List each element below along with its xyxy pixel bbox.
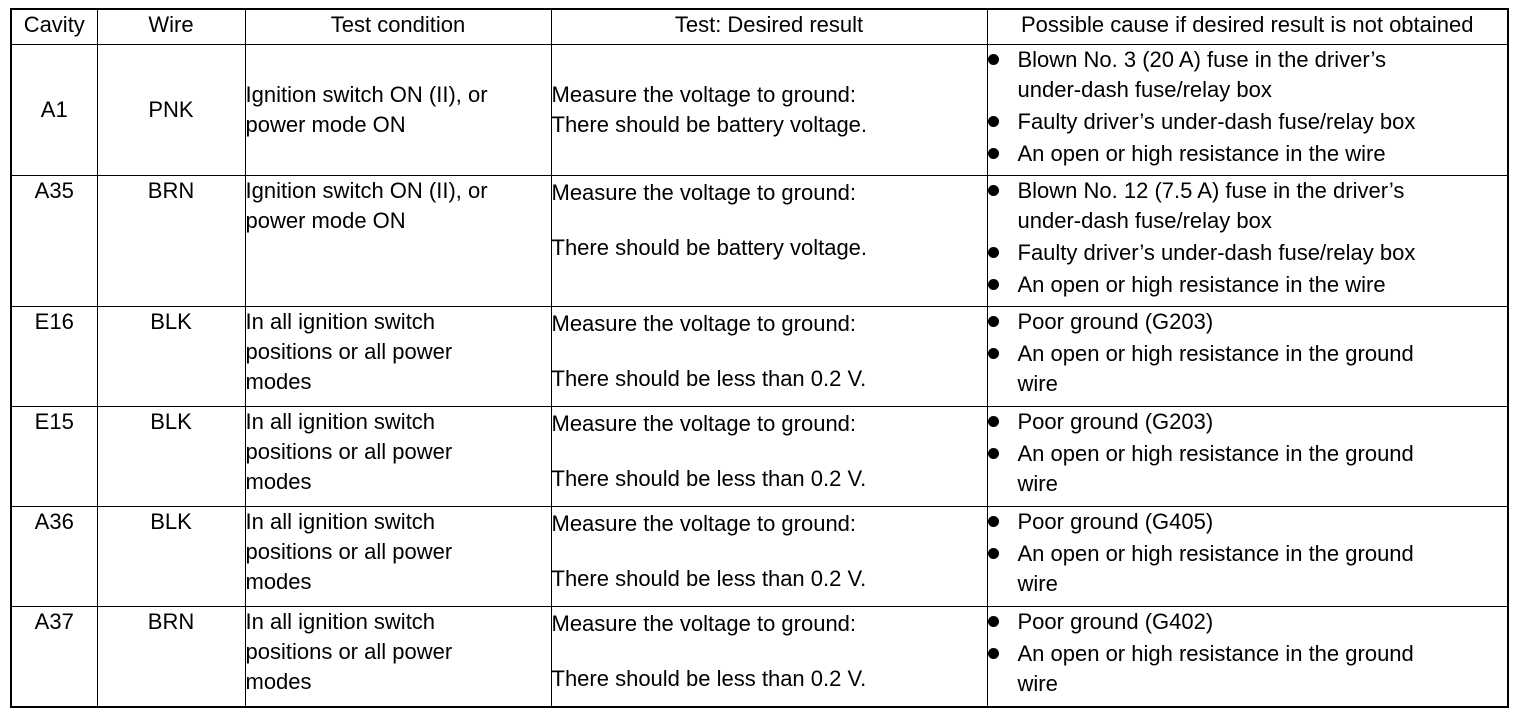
result-line: There should be less than 0.2 V. [551, 566, 867, 591]
cavity-cell: E15 [11, 407, 97, 507]
desired-result-cell [551, 176, 987, 307]
result-line: Measure the voltage to ground: [551, 180, 857, 205]
bullet-icon [988, 416, 999, 427]
test-condition-cell [245, 176, 551, 307]
condition-line: Ignition switch ON (II), or [245, 82, 488, 107]
result-line: There should be battery voltage. [551, 235, 868, 260]
result-line: There should be battery voltage. [551, 112, 868, 137]
cause-item: Poor ground (G402) [988, 607, 1508, 637]
result-line: Measure the voltage to ground: [551, 611, 857, 636]
wire-cell: BLK [97, 407, 245, 507]
table-row [11, 45, 1508, 176]
condition-line: power mode ON [245, 112, 406, 137]
table-header-row [11, 9, 1508, 45]
cause-item: Poor ground (G405) [988, 507, 1508, 537]
test-condition-cell [245, 407, 551, 507]
bullet-icon [988, 279, 999, 290]
cavity-cell: A35 [11, 176, 97, 307]
table-row [11, 507, 1508, 607]
result-line: There should be less than 0.2 V. [551, 466, 867, 491]
possible-cause-cell [987, 307, 1508, 407]
cause-list [988, 45, 1508, 169]
condition-line: positions or all power [245, 339, 453, 364]
bullet-icon [988, 316, 999, 327]
cause-item: Blown No. 3 (20 A) fuse in the driver’s under-dash fuse/relay box [988, 45, 1508, 105]
bullet-icon [988, 116, 999, 127]
condition-line: positions or all power [245, 539, 453, 564]
test-condition-cell [245, 607, 551, 707]
cause-list [988, 507, 1508, 599]
cause-item: An open or high resistance in the ground wire [988, 339, 1508, 399]
desired-result-cell [551, 507, 987, 607]
condition-line: positions or all power [245, 439, 453, 464]
header-test-condition: Test condition [245, 9, 551, 45]
cause-item: An open or high resistance in the ground wire [988, 439, 1508, 499]
cause-list [988, 307, 1508, 399]
desired-result-cell [551, 307, 987, 407]
header-wire: Wire [97, 9, 245, 45]
cause-item: An open or high resistance in the ground wire [988, 639, 1508, 699]
cause-item: Blown No. 12 (7.5 A) fuse in the driver’s under-dash fuse/relay box [988, 176, 1508, 236]
table-row [11, 407, 1508, 507]
condition-line: power mode ON [245, 208, 406, 233]
cause-item: An open or high resistance in the wire [988, 270, 1508, 300]
possible-cause-cell [987, 45, 1508, 176]
header-possible-cause: Possible cause if desired result is not obtained [987, 9, 1508, 45]
bullet-icon [988, 348, 999, 359]
header-cavity: Cavity [11, 9, 97, 45]
possible-cause-cell [987, 607, 1508, 707]
bullet-icon [988, 448, 999, 459]
condition-line: In all ignition switch [245, 409, 436, 434]
result-line: There should be less than 0.2 V. [551, 366, 867, 391]
cause-list [988, 407, 1508, 499]
wire-cell: BLK [97, 307, 245, 407]
bullet-icon [988, 648, 999, 659]
condition-line: modes [245, 469, 312, 494]
bullet-icon [988, 616, 999, 627]
desired-result-cell [551, 607, 987, 707]
cause-item: Faulty driver’s under-dash fuse/relay box [988, 107, 1508, 137]
cause-item: Poor ground (G203) [988, 307, 1508, 337]
condition-line: In all ignition switch [245, 609, 436, 634]
table-row [11, 307, 1508, 407]
cavity-cell: A37 [11, 607, 97, 707]
possible-cause-cell [987, 176, 1508, 307]
condition-line: modes [245, 369, 312, 394]
test-condition-cell [245, 307, 551, 407]
cause-item: Poor ground (G203) [988, 407, 1508, 437]
cause-item: An open or high resistance in the wire [988, 139, 1508, 169]
bullet-icon [988, 247, 999, 258]
result-line: Measure the voltage to ground: [551, 82, 857, 107]
connector-test-table [10, 8, 1509, 708]
condition-line: positions or all power [245, 639, 453, 664]
header-desired-result: Test: Desired result [551, 9, 987, 45]
bullet-icon [988, 148, 999, 159]
wire-cell: PNK [97, 45, 245, 176]
cause-item: An open or high resistance in the ground wire [988, 539, 1508, 599]
table-row [11, 607, 1508, 707]
wire-cell: BRN [97, 176, 245, 307]
desired-result-cell [551, 407, 987, 507]
bullet-icon [988, 516, 999, 527]
condition-line: In all ignition switch [245, 509, 436, 534]
bullet-icon [988, 548, 999, 559]
test-condition-cell [245, 45, 551, 176]
cavity-cell: A1 [11, 45, 97, 176]
desired-result-cell [551, 45, 987, 176]
result-line: There should be less than 0.2 V. [551, 666, 867, 691]
bullet-icon [988, 54, 999, 65]
condition-line: In all ignition switch [245, 309, 436, 334]
result-line: Measure the voltage to ground: [551, 311, 857, 336]
cavity-cell: A36 [11, 507, 97, 607]
possible-cause-cell [987, 507, 1508, 607]
test-condition-cell [245, 507, 551, 607]
possible-cause-cell [987, 407, 1508, 507]
cavity-cell: E16 [11, 307, 97, 407]
condition-line: modes [245, 669, 312, 694]
result-line: Measure the voltage to ground: [551, 511, 857, 536]
condition-line: modes [245, 569, 312, 594]
condition-line: Ignition switch ON (II), or [245, 178, 488, 203]
table-row [11, 176, 1508, 307]
result-line: Measure the voltage to ground: [551, 411, 857, 436]
cause-list [988, 607, 1508, 699]
bullet-icon [988, 185, 999, 196]
cause-list [988, 176, 1508, 300]
wire-cell: BLK [97, 507, 245, 607]
cause-item: Faulty driver’s under-dash fuse/relay box [988, 238, 1508, 268]
wire-cell: BRN [97, 607, 245, 707]
